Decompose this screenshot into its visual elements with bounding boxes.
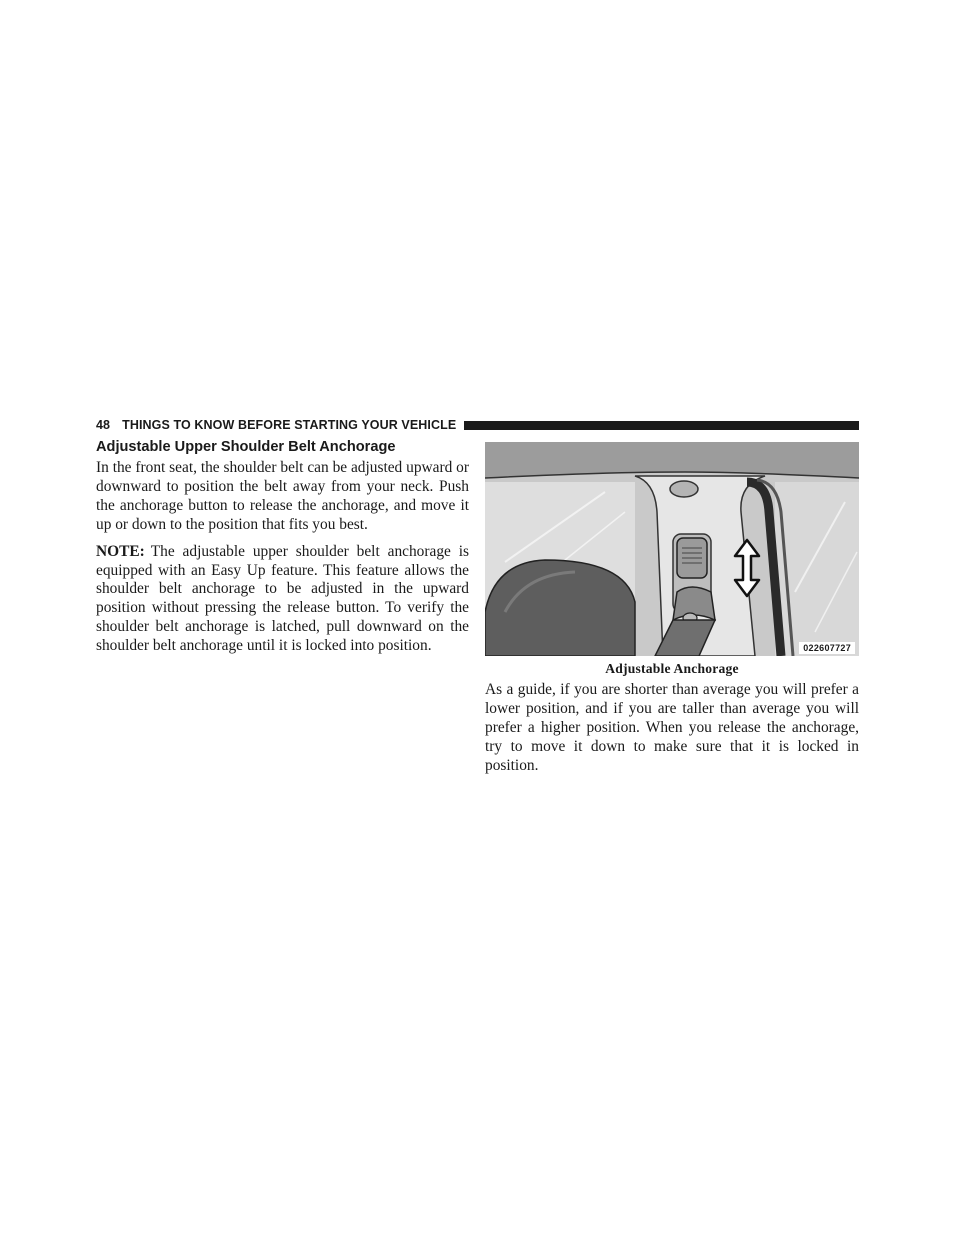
- note-text: The adjustable upper shoulder belt anchorage is equipped with an Easy Up feature. This feature allows the shoulder belt anchorage to be adjusted in the upward position without pressing the release button. To verify the shoulder belt anchorage is latched, pull downward on the shoulder belt anchorage until it is locked into position.: [96, 542, 469, 655]
- anchorage-illustration: [485, 442, 859, 656]
- note-paragraph: [96, 543, 469, 656]
- figure-caption: Adjustable Anchorage: [605, 661, 739, 676]
- page-header: [96, 416, 859, 434]
- figure-code: 022607727: [799, 642, 855, 654]
- note-label: NOTE:: [96, 542, 145, 560]
- header-rule: [464, 421, 859, 430]
- page-number: 48: [96, 418, 111, 432]
- section-heading: Adjustable Upper Shoulder Belt Anchorage: [96, 439, 396, 455]
- anchorage-drawing: [485, 442, 859, 656]
- intro-paragraph: In the front seat, the shoulder belt can be adjusted upward or downward to position the belt away from your neck. Push the anchorage button to release the anchorage, and move it up or down to the position that fits you best.: [96, 459, 469, 533]
- left-column: [96, 438, 469, 656]
- section-title: THINGS TO KNOW BEFORE STARTING YOUR VEHICLE: [122, 418, 457, 432]
- guide-paragraph: As a guide, if you are shorter than average you will prefer a lower position, and if you are taller than average you will prefer a higher position. When you release the anchorage, try to move it down to make sure that it is locked in position.: [485, 681, 859, 774]
- right-column: [485, 442, 859, 776]
